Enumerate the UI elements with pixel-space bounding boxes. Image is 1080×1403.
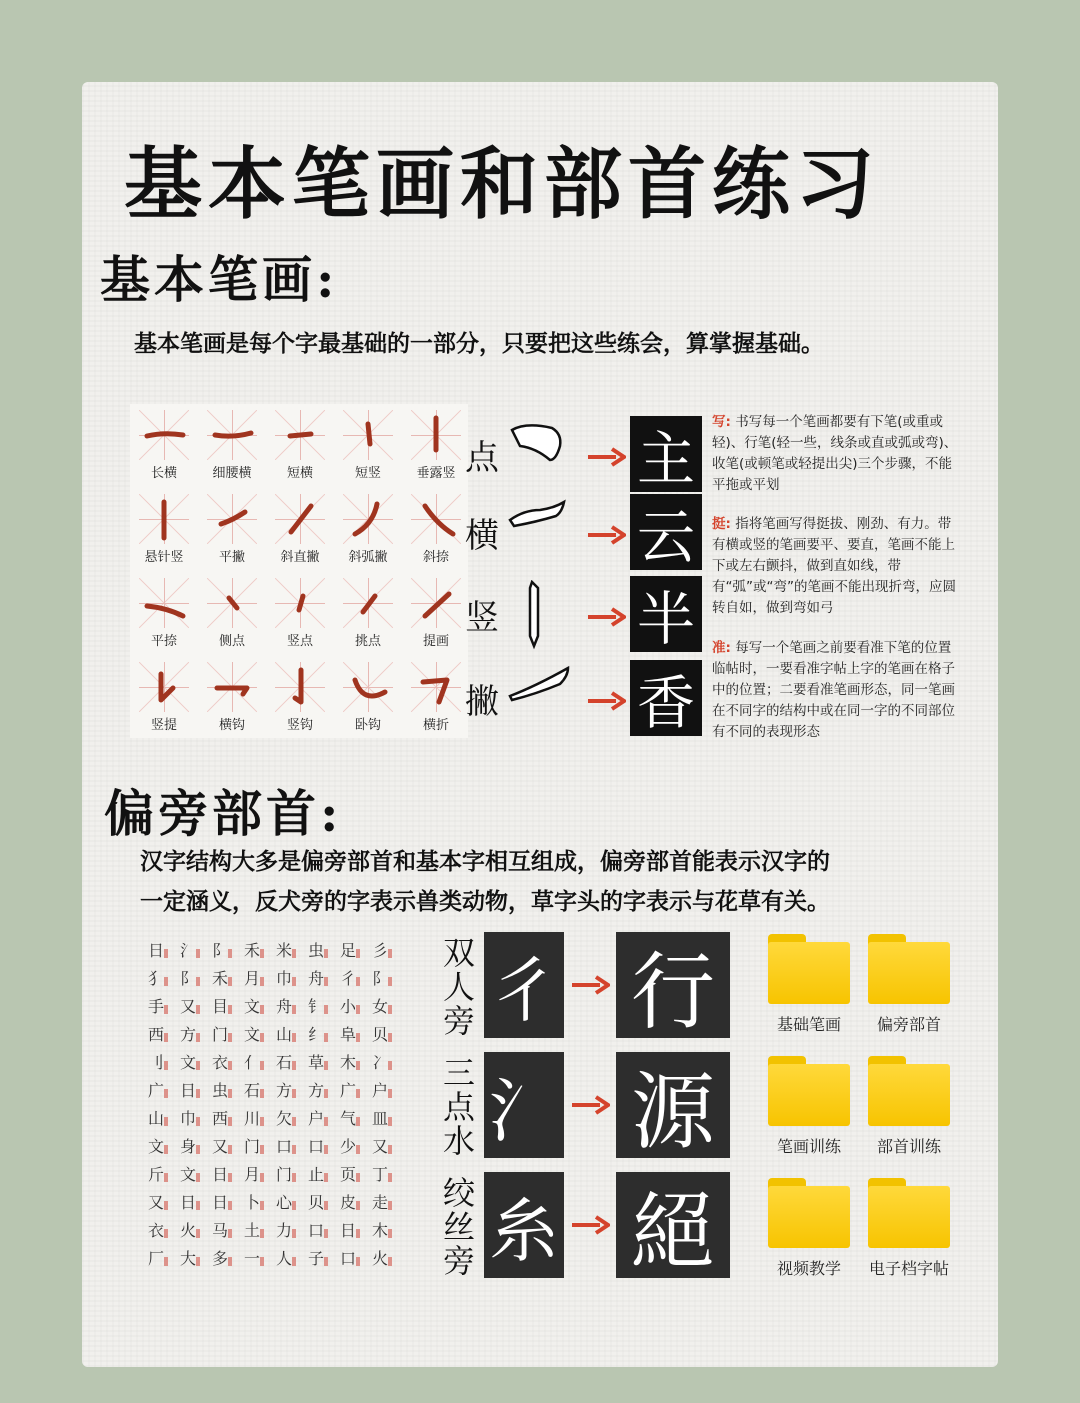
stroke-practice-box	[343, 578, 393, 628]
example-character: 半	[630, 576, 702, 652]
stroke-label: 斜直撇	[280, 550, 320, 565]
arrow-right-icon	[570, 1214, 610, 1240]
radical-sample: 衣	[140, 1215, 172, 1243]
folder-icon	[868, 934, 950, 996]
stroke-item	[130, 656, 198, 738]
arrow-right-icon	[586, 446, 626, 472]
stroke-glyph-icon	[343, 410, 393, 460]
radical-sample: 欠	[268, 1103, 300, 1131]
stroke-item	[402, 488, 470, 570]
radical-sample: 西	[140, 1019, 172, 1047]
stroke-item	[334, 488, 402, 570]
radical-sample: 纟	[300, 1019, 332, 1047]
folder-icon	[768, 1056, 850, 1118]
radical-sample: 彳	[332, 963, 364, 991]
radical-sample: 舟	[300, 963, 332, 991]
stroke-practice-box	[139, 494, 189, 544]
stroke-practice-box	[207, 410, 257, 460]
radical-character: 氵	[484, 1052, 564, 1158]
radical-sample: 小	[332, 991, 364, 1019]
folder-label: 视频教学	[776, 1259, 841, 1278]
stroke-practice-box	[411, 410, 461, 460]
stroke-item	[402, 656, 470, 738]
tip-text: 书写每一个笔画都要有下笔(或重或轻)、行笔(轻一些，线条或直或弧或弯)、收笔(或顿笔或轻提出尖)三个步骤，不能平拖或平划	[712, 414, 958, 493]
radical-name: 双人旁	[438, 936, 476, 1038]
stroke-glyph-icon	[275, 662, 325, 712]
radical-sample: 又	[364, 1131, 396, 1159]
stroke-practice-box	[411, 578, 461, 628]
section-desc-radicals-line1: 汉字结构大多是偏旁部首和基本字相互组成，偏旁部首能表示汉字的	[140, 849, 830, 875]
tip-key: 写:	[712, 414, 731, 430]
radical-sample: 禾	[204, 963, 236, 991]
stroke-label: 垂露竖	[416, 466, 456, 481]
radical-sample: 门	[268, 1159, 300, 1187]
stroke-label: 竖钩	[286, 718, 313, 733]
radical-sample-grid	[140, 935, 396, 1275]
radical-sample: 舟	[268, 991, 300, 1019]
radical-sample: 贝	[300, 1187, 332, 1215]
stroke-item	[266, 488, 334, 570]
basic-stroke-label: 撇	[465, 682, 499, 722]
radical-sample: 目	[204, 991, 236, 1019]
stroke-glyph-icon	[411, 578, 461, 628]
folder-icon	[868, 1056, 950, 1118]
section-title-strokes: 基本笔画:	[100, 250, 339, 309]
stroke-practice-box	[139, 578, 189, 628]
radical-sample: 衣	[204, 1047, 236, 1075]
folder-label: 笔画训练	[776, 1137, 841, 1156]
radical-sample: 身	[172, 1131, 204, 1159]
section-desc-radicals-line2: 一定涵义，反犬旁的字表示兽类动物，草字头的字表示与花草有关。	[140, 889, 830, 915]
radical-sample: 巾	[268, 963, 300, 991]
folder-label: 部首训练	[876, 1137, 941, 1156]
stroke-tip	[712, 514, 962, 619]
stroke-label: 悬针竖	[144, 550, 184, 565]
arrow-right-icon	[586, 524, 626, 550]
radical-sample: 力	[268, 1215, 300, 1243]
stroke-glyph-icon	[343, 494, 393, 544]
stroke-item	[198, 488, 266, 570]
stroke-item	[402, 572, 470, 654]
radical-sample: 阝	[172, 963, 204, 991]
radical-name: 三点水	[438, 1056, 476, 1158]
stroke-practice-box	[343, 494, 393, 544]
stroke-item	[198, 404, 266, 486]
radical-sample: 石	[268, 1047, 300, 1075]
stroke-label: 横折	[422, 718, 449, 733]
radical-sample: 手	[140, 991, 172, 1019]
folder-item[interactable]	[768, 1178, 864, 1279]
stroke-practice-box	[275, 494, 325, 544]
stroke-item	[130, 404, 198, 486]
tip-key: 准:	[712, 640, 731, 656]
radical-character: 糸	[484, 1172, 564, 1278]
radical-sample: 户	[300, 1103, 332, 1131]
stroke-glyph-icon	[207, 410, 257, 460]
stroke-outline-icon	[506, 580, 578, 656]
stroke-grid	[130, 404, 468, 738]
radical-sample: 卜	[236, 1187, 268, 1215]
folder-icon	[768, 1178, 850, 1240]
stroke-glyph-icon	[411, 662, 461, 712]
folder-icon	[868, 1178, 950, 1240]
radical-sample: 户	[364, 1075, 396, 1103]
folder-item[interactable]	[768, 1056, 864, 1157]
radical-sample: 走	[364, 1187, 396, 1215]
stroke-label: 短横	[286, 466, 313, 481]
radical-sample: 广	[140, 1075, 172, 1103]
stroke-label: 挑点	[354, 634, 381, 649]
stroke-item	[266, 656, 334, 738]
example-character: 云	[630, 494, 702, 570]
stroke-practice-box	[139, 410, 189, 460]
radical-sample: 少	[332, 1131, 364, 1159]
radical-sample: 木	[364, 1215, 396, 1243]
stroke-practice-box	[207, 662, 257, 712]
radical-sample: 门	[204, 1019, 236, 1047]
radical-sample: 亻	[236, 1047, 268, 1075]
radical-sample: 方	[300, 1075, 332, 1103]
radical-sample: 火	[364, 1243, 396, 1271]
basic-stroke-label: 横	[465, 516, 499, 556]
stroke-practice-box	[207, 494, 257, 544]
radical-sample: 日	[172, 1187, 204, 1215]
radical-sample: 方	[268, 1075, 300, 1103]
radical-sample: 一	[236, 1243, 268, 1271]
radical-sample: 多	[204, 1243, 236, 1271]
radical-sample: 日	[140, 935, 172, 963]
tip-text: 每写一个笔画之前要看准下笔的位置临帖时，一要看准字帖上字的笔画在格子中的位置；二要看准笔画形态，同一笔画在不同字的结构中或在同一字的不同部位有不同的表现形态	[712, 640, 955, 740]
stroke-item	[266, 404, 334, 486]
stroke-item	[402, 404, 470, 486]
radical-sample: 钅	[300, 991, 332, 1019]
stroke-label: 斜捺	[422, 550, 449, 565]
radical-sample: 口	[268, 1131, 300, 1159]
radical-sample: 皮	[332, 1187, 364, 1215]
radical-sample: 斤	[140, 1159, 172, 1187]
radical-sample: 方	[172, 1019, 204, 1047]
radical-name: 绞丝旁	[438, 1176, 476, 1278]
example-character: 主	[630, 416, 702, 492]
radical-sample: 又	[140, 1187, 172, 1215]
basic-stroke-label: 竖	[465, 598, 499, 638]
folder-label: 基础笔画	[776, 1015, 841, 1034]
stroke-practice-box	[343, 410, 393, 460]
stroke-item	[266, 572, 334, 654]
page-title: 基本笔画和部首练习	[124, 139, 881, 230]
stroke-glyph-icon	[343, 578, 393, 628]
radical-sample: 日	[172, 1075, 204, 1103]
composed-character: 行	[616, 932, 730, 1038]
folder-icon	[768, 934, 850, 996]
stroke-item	[130, 572, 198, 654]
radical-sample: 又	[204, 1131, 236, 1159]
radical-sample: 犭	[140, 963, 172, 991]
tip-key: 挺:	[712, 516, 731, 532]
radical-sample: 文	[140, 1131, 172, 1159]
radical-sample: 日	[204, 1187, 236, 1215]
section-title-radicals: 偏旁部首:	[104, 784, 343, 843]
stroke-item	[130, 488, 198, 570]
stroke-practice-box	[275, 578, 325, 628]
stroke-glyph-icon	[275, 578, 325, 628]
radical-sample: 月	[236, 963, 268, 991]
radical-sample: 女	[364, 991, 396, 1019]
radical-sample: 皿	[364, 1103, 396, 1131]
stroke-glyph-icon	[343, 662, 393, 712]
stroke-practice-box	[343, 662, 393, 712]
radical-sample: 氵	[172, 935, 204, 963]
stroke-tip	[712, 412, 962, 496]
radical-sample: 虫	[204, 1075, 236, 1103]
radical-sample: 火	[172, 1215, 204, 1243]
radical-sample: 大	[172, 1243, 204, 1271]
radical-sample: 心	[268, 1187, 300, 1215]
radical-sample: 口	[300, 1215, 332, 1243]
stroke-glyph-icon	[207, 578, 257, 628]
folder-label: 电子档字帖	[868, 1259, 949, 1278]
composed-character: 絕	[616, 1172, 730, 1278]
stroke-label: 平捺	[150, 634, 177, 649]
stroke-glyph-icon	[275, 410, 325, 460]
stroke-label: 斜弧撇	[348, 550, 388, 565]
stroke-item	[198, 656, 266, 738]
radical-sample: 日	[332, 1215, 364, 1243]
stroke-outline-icon	[506, 498, 578, 574]
radical-sample: 川	[236, 1103, 268, 1131]
radical-sample: 子	[300, 1243, 332, 1271]
stroke-glyph-icon	[139, 662, 189, 712]
arrow-right-icon	[570, 1094, 610, 1120]
stroke-label: 细腰横	[212, 466, 252, 481]
radical-sample: 禾	[236, 935, 268, 963]
radical-sample: 人	[268, 1243, 300, 1271]
radical-sample: 土	[236, 1215, 268, 1243]
stroke-item	[334, 656, 402, 738]
stroke-item	[198, 572, 266, 654]
radical-sample: 文	[236, 1019, 268, 1047]
radical-sample: 丁	[364, 1159, 396, 1187]
arrow-right-icon	[586, 690, 626, 716]
radical-sample: 又	[172, 991, 204, 1019]
stroke-practice-box	[275, 410, 325, 460]
radical-sample: 草	[300, 1047, 332, 1075]
radical-sample: 贝	[364, 1019, 396, 1047]
radical-sample: 米	[268, 935, 300, 963]
stroke-label: 卧钩	[354, 718, 381, 733]
stroke-label: 提画	[422, 634, 449, 649]
stroke-glyph-icon	[275, 494, 325, 544]
radical-sample: 阝	[364, 963, 396, 991]
radical-sample: 石	[236, 1075, 268, 1103]
stroke-glyph-icon	[139, 410, 189, 460]
folder-label: 偏旁部首	[876, 1015, 941, 1034]
stroke-label: 平撇	[218, 550, 245, 565]
radical-sample: 厂	[140, 1243, 172, 1271]
radical-sample: 月	[236, 1159, 268, 1187]
radical-sample: 冫	[364, 1047, 396, 1075]
stroke-item	[334, 404, 402, 486]
radical-sample: 足	[332, 935, 364, 963]
radical-sample: 虫	[300, 935, 332, 963]
stroke-glyph-icon	[207, 662, 257, 712]
radical-sample: 彡	[364, 935, 396, 963]
radical-sample: 口	[332, 1243, 364, 1271]
stroke-glyph-icon	[411, 410, 461, 460]
stroke-glyph-icon	[207, 494, 257, 544]
stroke-label: 长横	[150, 466, 177, 481]
radical-sample: 木	[332, 1047, 364, 1075]
radical-sample: 止	[300, 1159, 332, 1187]
radical-sample: 文	[236, 991, 268, 1019]
radical-sample: 文	[172, 1047, 204, 1075]
radical-sample: 日	[204, 1159, 236, 1187]
stroke-practice-box	[275, 662, 325, 712]
radical-sample: 门	[236, 1131, 268, 1159]
stroke-label: 侧点	[218, 634, 245, 649]
folder-item[interactable]	[868, 1178, 964, 1279]
radical-sample: 气	[332, 1103, 364, 1131]
tip-text: 指将笔画写得挺拔、刚劲、有力。带有横或竖的笔画要平、要直，笔画不能上下或左右颤抖，做到直如线，带有“弧”或“弯”的笔画不能出现折弯，应圆转自如，做到弯如弓	[712, 516, 956, 616]
radical-sample: 文	[172, 1159, 204, 1187]
stroke-outline-icon	[506, 664, 578, 740]
stroke-outline-icon	[506, 420, 578, 496]
stroke-label: 短竖	[354, 466, 381, 481]
stroke-glyph-icon	[139, 578, 189, 628]
radical-sample: 巾	[172, 1103, 204, 1131]
radical-sample: 马	[204, 1215, 236, 1243]
radical-character: 彳	[484, 932, 564, 1038]
composed-character: 源	[616, 1052, 730, 1158]
stroke-tip	[712, 638, 962, 743]
stroke-item	[334, 572, 402, 654]
stroke-glyph-icon	[411, 494, 461, 544]
folder-item[interactable]	[868, 1056, 964, 1157]
stroke-label: 竖提	[150, 718, 177, 733]
radical-sample: 山	[140, 1103, 172, 1131]
radical-sample: 刂	[140, 1047, 172, 1075]
stroke-practice-box	[411, 662, 461, 712]
example-character: 香	[630, 660, 702, 736]
radical-sample: 页	[332, 1159, 364, 1187]
stroke-practice-box	[207, 578, 257, 628]
stroke-practice-box	[411, 494, 461, 544]
radical-sample: 山	[268, 1019, 300, 1047]
radical-sample: 西	[204, 1103, 236, 1131]
folder-item[interactable]	[868, 934, 964, 1035]
basic-stroke-label: 点	[465, 438, 499, 478]
radical-sample: 广	[332, 1075, 364, 1103]
stroke-glyph-icon	[139, 494, 189, 544]
section-desc-strokes: 基本笔画是每个字最基础的一部分，只要把这些练会，算掌握基础。	[134, 331, 824, 357]
poster-card	[82, 82, 998, 1367]
folder-item[interactable]	[768, 934, 864, 1035]
arrow-right-icon	[586, 606, 626, 632]
radical-sample: 阜	[332, 1019, 364, 1047]
radical-sample: 口	[300, 1131, 332, 1159]
arrow-right-icon	[570, 974, 610, 1000]
stroke-label: 横钩	[218, 718, 245, 733]
stroke-label: 竖点	[286, 634, 313, 649]
stroke-practice-box	[139, 662, 189, 712]
radical-sample: 阝	[204, 935, 236, 963]
